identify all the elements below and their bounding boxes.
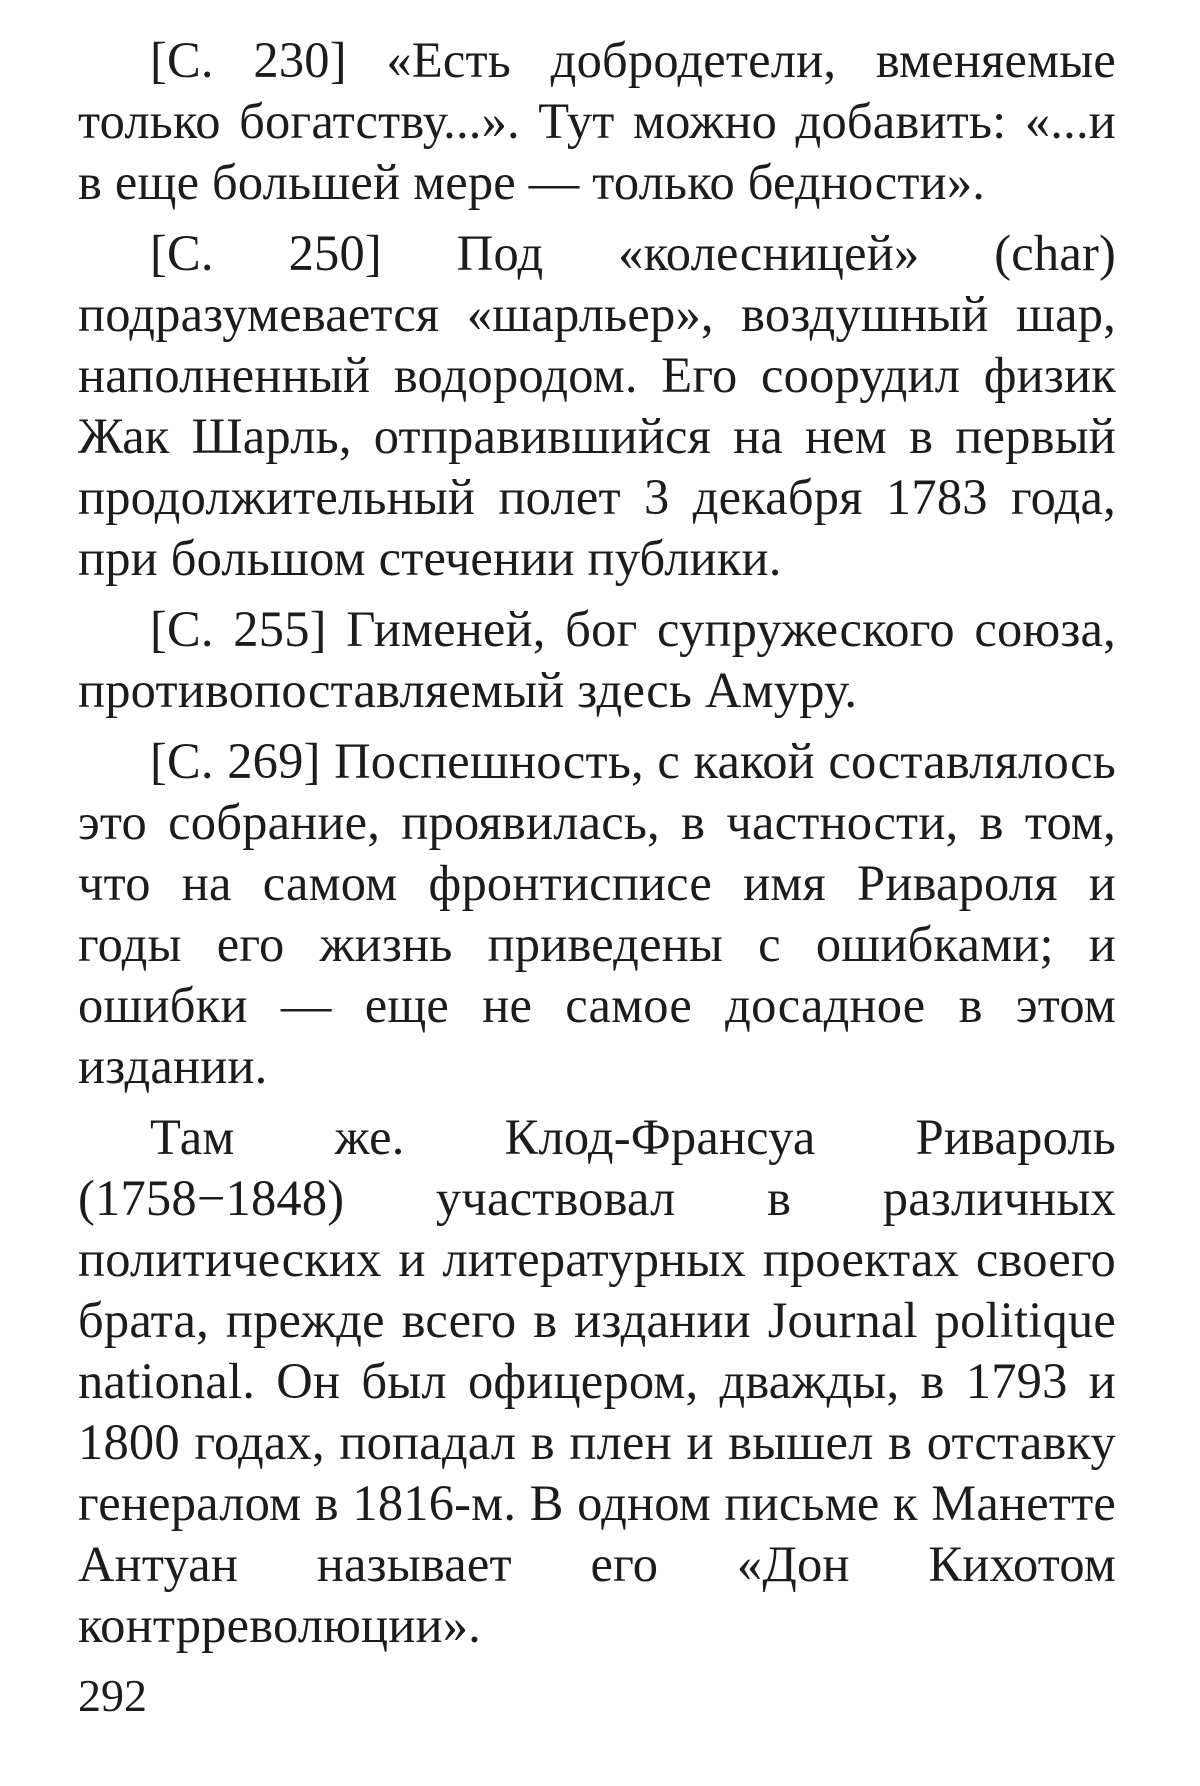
page-number: 292 xyxy=(78,1670,147,1721)
note-paragraph-p230: [С. 230] «Есть добродетели, вменяемые только богатству...». Тут можно добавить: «...и в еще большей мере — только бедности». xyxy=(78,32,1116,210)
note-paragraph-p269: [С. 269] Поспешность, с какой составлялось это собрание, проявилась, в частности, в том, что на самом фронтисписе имя Ривароля и годы его жизнь приведены с ошибками; и ошибки — еще не самое досадное в этом издании. xyxy=(78,733,1116,1094)
note-paragraph-tam-zhe: Там же. Клод-Франсуа Ривароль (1758−1848) участвовал в различных политических и литературных проектах своего брата, прежде всего в издании Journal politique national. Он был офицером, дважды, в 1793 и 1800 годах, попадал в плен и вышел в отставку генералом в 1816-м. В одном письме к Манетте Антуан называет его «Дон Кихотом контрреволюции». xyxy=(78,1109,1116,1653)
note-paragraph-p250: [С. 250] Под «колесницей» (char) подразумевается «шарльер», воздушный шар, наполненный водородом. Его соорудил физик Жак Шарль, отправившийся на нем в первый продолжительный полет 3 декабря 1783 года, при большом стечении публики. xyxy=(78,225,1116,586)
note-paragraph-p255: [С. 255] Гименей, бог супружеского союза, противопоставляемый здесь Амуру. xyxy=(78,601,1116,718)
notes-text xyxy=(78,30,1116,1666)
